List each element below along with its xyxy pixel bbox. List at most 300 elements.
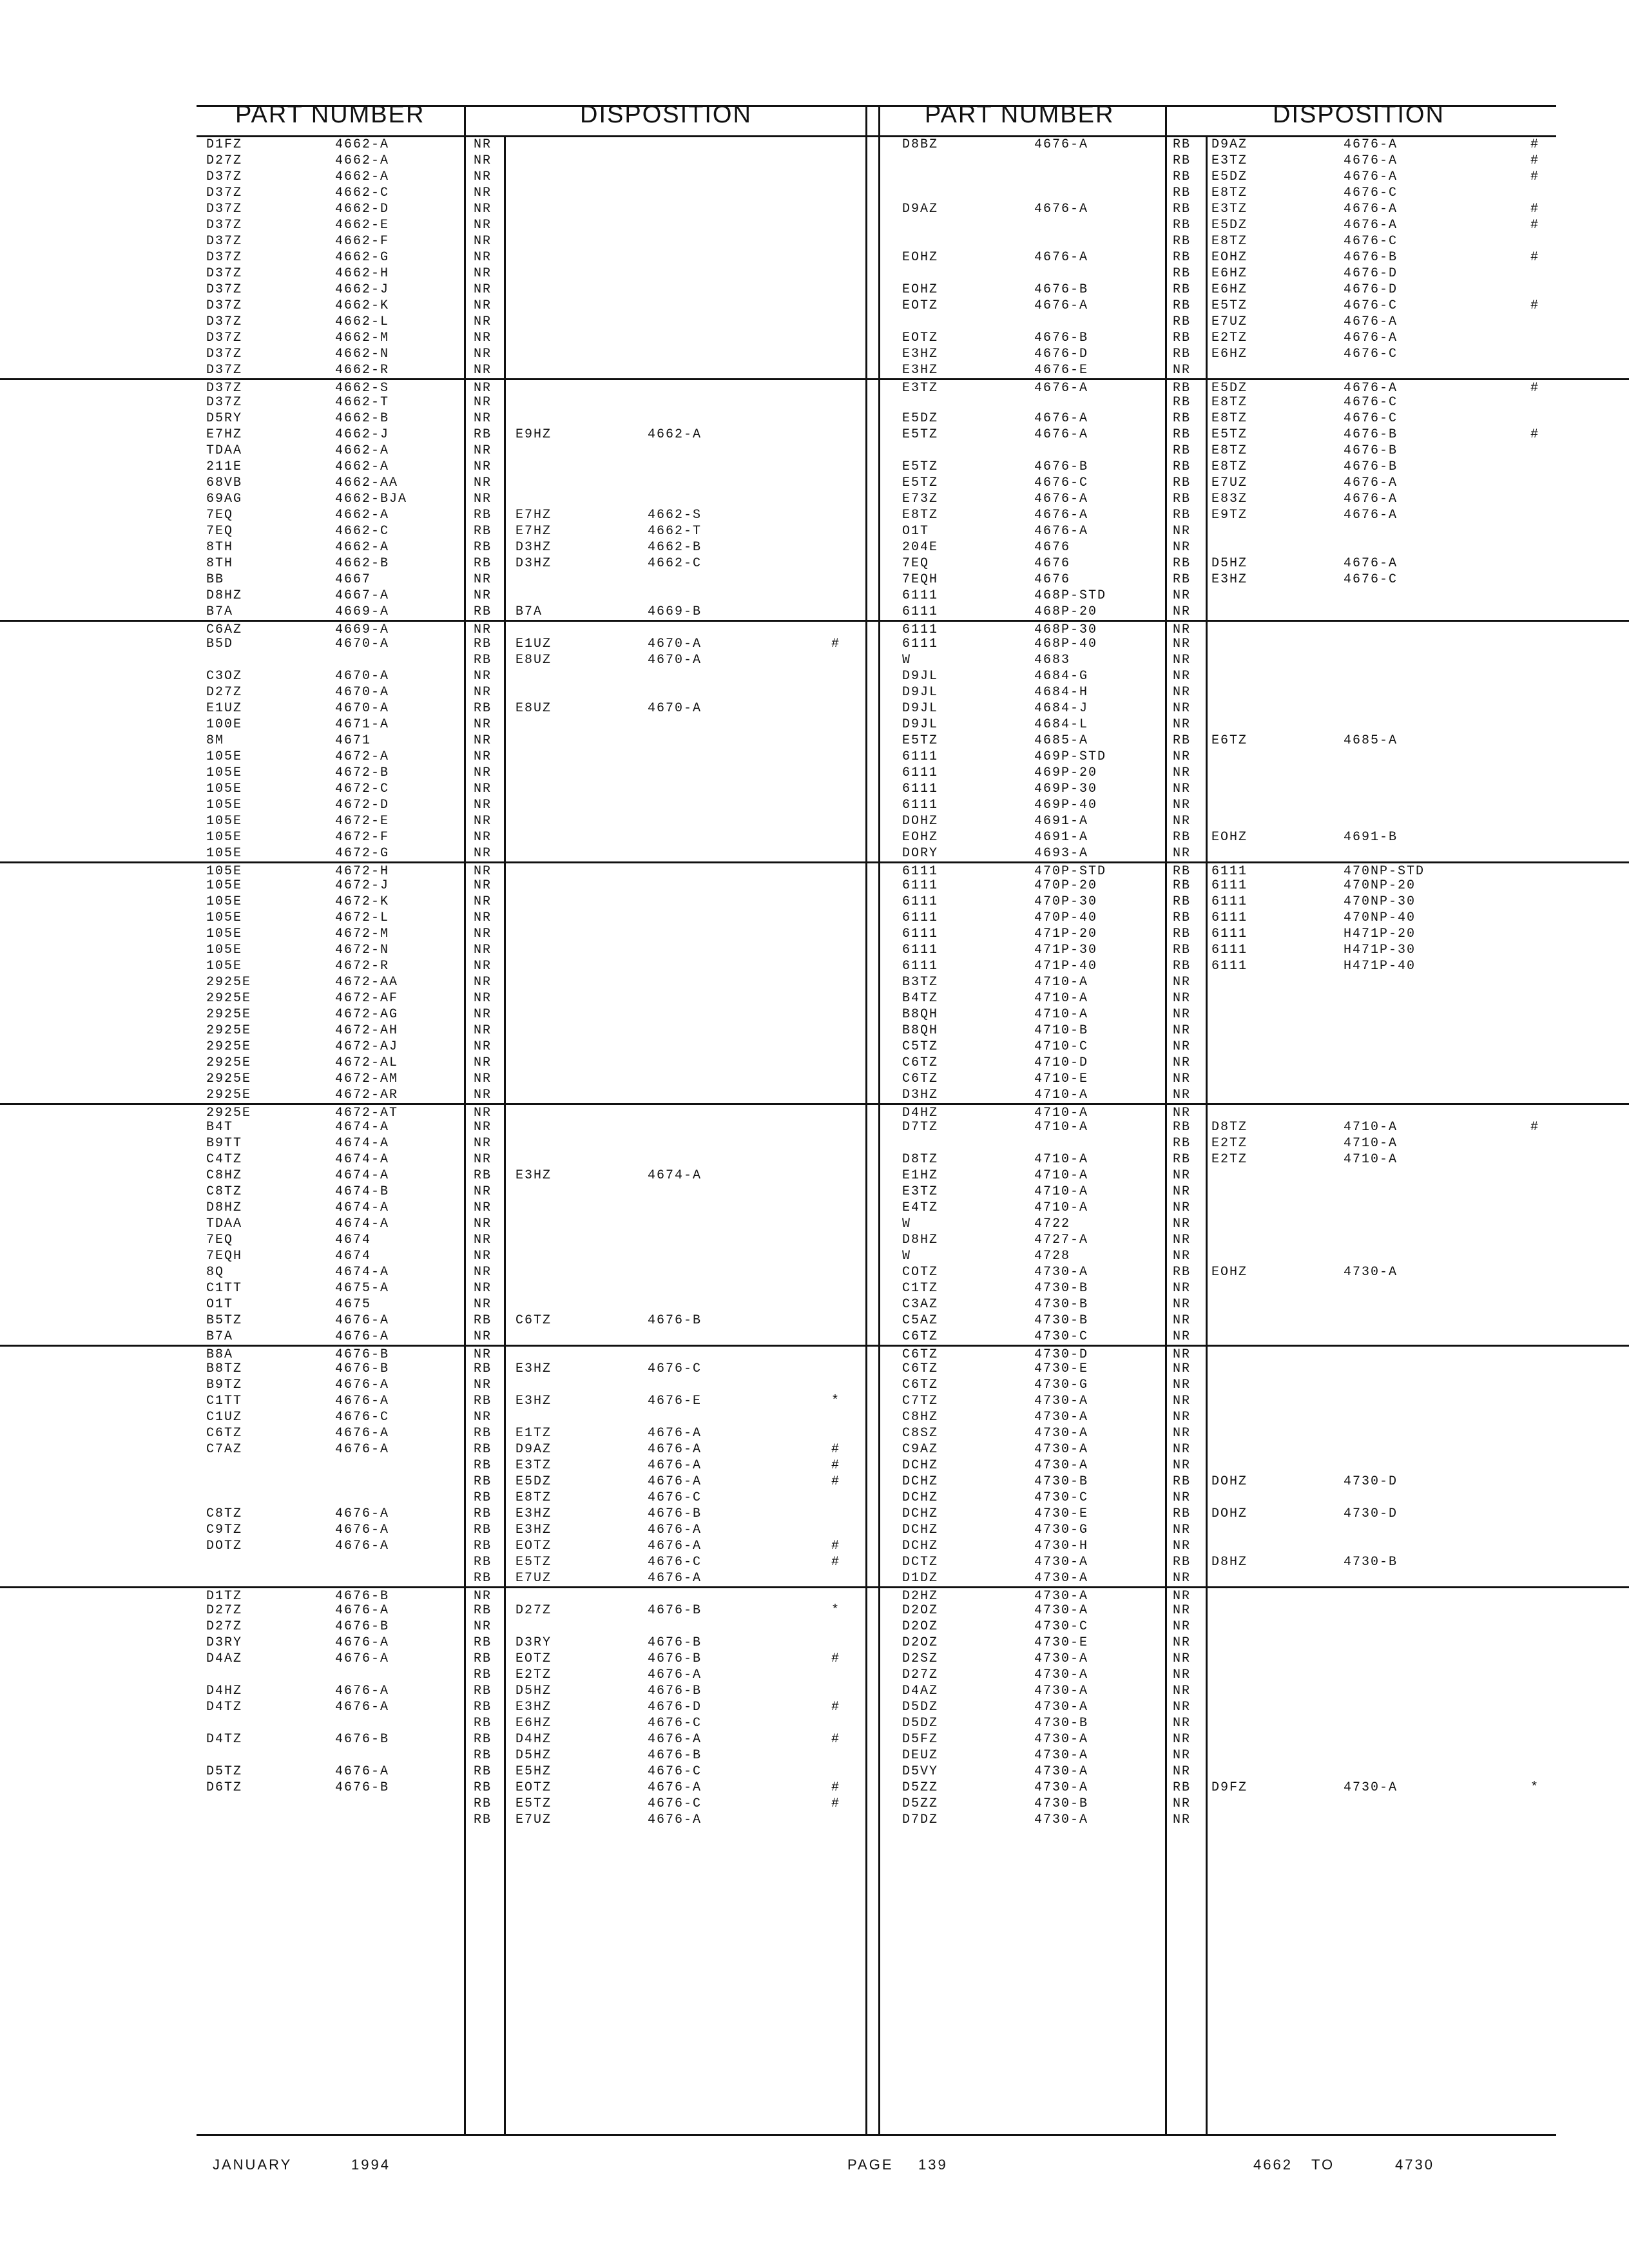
part-suffix: 4710-A xyxy=(1034,1152,1089,1167)
part-number: D9JL xyxy=(902,701,939,716)
part-suffix: 4674-A xyxy=(335,1152,390,1167)
replacement-prefix: D3HZ xyxy=(516,540,552,555)
part-suffix: 4730-D xyxy=(1034,1347,1089,1362)
disposition-code: NR xyxy=(474,1106,492,1120)
replacement-number: 4676-A xyxy=(1344,218,1398,233)
disposition-code: NR xyxy=(474,1120,492,1135)
table-row xyxy=(0,1184,1629,1200)
part-number: 2925E xyxy=(206,1088,252,1102)
disposition-code: NR xyxy=(474,910,492,925)
part-suffix: 4672-F xyxy=(335,830,390,845)
disposition-code: NR xyxy=(1173,717,1191,732)
part-number: 6111 xyxy=(902,927,939,941)
part-number: C7AZ xyxy=(206,1442,243,1457)
disposition-code: RB xyxy=(474,1361,492,1376)
footer-year: 1994 xyxy=(351,2157,390,2173)
disposition-code: NR xyxy=(474,1184,492,1199)
replacement-number: 4669-B xyxy=(648,604,702,619)
table-row xyxy=(0,1683,1629,1699)
replacement-prefix: D9AZ xyxy=(1211,137,1248,152)
part-number: D5DZ xyxy=(902,1700,939,1715)
table-row xyxy=(0,1329,1629,1345)
marker: # xyxy=(1530,153,1540,168)
replacement-prefix: 6111 xyxy=(1211,910,1248,925)
disposition-code: NR xyxy=(1173,1055,1191,1070)
table-row xyxy=(0,1490,1629,1506)
marker: # xyxy=(831,1732,841,1747)
disposition-code: NR xyxy=(1173,1233,1191,1247)
disposition-code: NR xyxy=(474,864,492,879)
part-number: EOHZ xyxy=(902,830,939,845)
part-number: 2925E xyxy=(206,991,252,1006)
disposition-code: RB xyxy=(1173,572,1191,587)
part-suffix: 4672-A xyxy=(335,749,390,764)
part-suffix: 4730-B xyxy=(1034,1796,1089,1811)
part-number: D2OZ xyxy=(902,1603,939,1618)
disposition-code: RB xyxy=(474,1458,492,1473)
replacement-prefix: E5HZ xyxy=(516,1764,552,1779)
part-number: E5TZ xyxy=(902,427,939,442)
part-number: D1FZ xyxy=(206,137,243,152)
replacement-number: 4730-B xyxy=(1344,1555,1398,1570)
table-row xyxy=(0,1232,1629,1248)
part-suffix: 4730-A xyxy=(1034,1667,1089,1682)
disposition-code: NR xyxy=(1173,1394,1191,1408)
part-suffix: 4676-A xyxy=(1034,381,1089,396)
table-row xyxy=(0,1812,1629,1828)
replacement-prefix: E3HZ xyxy=(516,1506,552,1521)
table-row xyxy=(0,427,1629,443)
table-row xyxy=(0,1602,1629,1619)
disposition-code: RB xyxy=(1173,508,1191,523)
disposition-code: RB xyxy=(474,1732,492,1747)
replacement-prefix: E8UZ xyxy=(516,701,552,716)
part-suffix: 4676-A xyxy=(1034,427,1089,442)
part-suffix: 4662-A xyxy=(335,153,390,168)
part-suffix: 469P-40 xyxy=(1034,798,1098,812)
table-row xyxy=(0,652,1629,668)
part-suffix: 470P-40 xyxy=(1034,910,1098,925)
part-suffix: 4674-A xyxy=(335,1136,390,1151)
part-suffix: 4730-A xyxy=(1034,1732,1089,1747)
part-suffix: 4730-B xyxy=(1034,1281,1089,1296)
part-suffix: 4662-R xyxy=(335,363,390,378)
part-number: C9TZ xyxy=(206,1523,243,1537)
part-suffix: 4676-A xyxy=(335,1378,390,1392)
disposition-code: RB xyxy=(474,540,492,555)
disposition-code: NR xyxy=(1173,846,1191,861)
replacement-number: 4676-A xyxy=(648,1539,702,1553)
disposition-code: NR xyxy=(1173,622,1191,637)
part-suffix: 4672-AA xyxy=(335,975,399,990)
disposition-code: NR xyxy=(474,991,492,1006)
footer-range-to: 4730 xyxy=(1395,2157,1434,2173)
part-suffix: 4676-A xyxy=(335,1603,390,1618)
part-number: C1TZ xyxy=(902,1281,939,1296)
part-number: D2OZ xyxy=(902,1635,939,1650)
part-number: D5TZ xyxy=(206,1764,243,1779)
part-number: 2925E xyxy=(206,1072,252,1086)
part-suffix: 4676-A xyxy=(1034,298,1089,313)
marker: # xyxy=(831,1796,841,1811)
part-number: E3HZ xyxy=(902,347,939,361)
replacement-number: 4676-A xyxy=(1344,202,1398,216)
disposition-code: NR xyxy=(1173,524,1191,539)
table-row xyxy=(0,878,1629,894)
part-number: E3TZ xyxy=(902,1184,939,1199)
table-row xyxy=(0,1747,1629,1763)
disposition-code: RB xyxy=(474,1474,492,1489)
table-row xyxy=(0,990,1629,1006)
part-number: C4TZ xyxy=(206,1152,243,1167)
disposition-code: NR xyxy=(474,622,492,637)
part-suffix: 4662-M xyxy=(335,331,390,345)
part-suffix: 4676 xyxy=(1034,540,1071,555)
part-number: 211E xyxy=(206,459,243,474)
table-row xyxy=(0,620,1629,636)
part-number: D2OZ xyxy=(902,1619,939,1634)
disposition-code: RB xyxy=(474,1635,492,1650)
disposition-code: NR xyxy=(1173,814,1191,829)
table-row xyxy=(0,314,1629,330)
part-number: E5TZ xyxy=(902,476,939,490)
table-row xyxy=(0,491,1629,507)
part-number: D8HZ xyxy=(902,1233,939,1247)
disposition-code: RB xyxy=(1173,459,1191,474)
part-number: C8HZ xyxy=(206,1168,243,1183)
disposition-code: NR xyxy=(474,186,492,200)
marker: # xyxy=(1530,1120,1540,1135)
replacement-number: 4730-A xyxy=(1344,1780,1398,1795)
replacement-number: 4676-D xyxy=(648,1700,702,1715)
disposition-code: RB xyxy=(1173,927,1191,941)
replacement-prefix: E6HZ xyxy=(1211,266,1248,281)
part-suffix: 4676-A xyxy=(1034,202,1089,216)
part-suffix: 4674-A xyxy=(335,1200,390,1215)
replacement-prefix: E7UZ xyxy=(516,1812,552,1827)
replacement-prefix: E6HZ xyxy=(1211,282,1248,297)
disposition-code: NR xyxy=(1173,991,1191,1006)
part-suffix: 468P-STD xyxy=(1034,588,1107,603)
replacement-prefix: B7A xyxy=(516,604,543,619)
part-suffix: 4676-A xyxy=(1034,411,1089,426)
table-row xyxy=(0,1425,1629,1441)
table-row xyxy=(0,1023,1629,1039)
disposition-code: NR xyxy=(474,1072,492,1086)
part-number: 6111 xyxy=(902,637,939,651)
part-number: 6111 xyxy=(902,894,939,909)
disposition-code: NR xyxy=(474,765,492,780)
table-row xyxy=(0,813,1629,829)
table-row xyxy=(0,459,1629,475)
part-suffix: 4674-A xyxy=(335,1265,390,1280)
disposition-code: NR xyxy=(1173,604,1191,619)
part-suffix: 4710-A xyxy=(1034,1007,1089,1022)
disposition-code: NR xyxy=(1173,588,1191,603)
replacement-number: 4676-C xyxy=(1344,347,1398,361)
table-row xyxy=(0,1667,1629,1683)
disposition-code: RB xyxy=(1173,347,1191,361)
disposition-code: NR xyxy=(474,202,492,216)
replacement-prefix: E7HZ xyxy=(516,524,552,539)
disposition-code: RB xyxy=(1173,298,1191,313)
part-suffix: 4672-M xyxy=(335,927,390,941)
replacement-number: 470NP-40 xyxy=(1344,910,1416,925)
part-suffix: 4710-A xyxy=(1034,1184,1089,1199)
replacement-prefix: E3TZ xyxy=(1211,153,1248,168)
replacement-number: 4676-B xyxy=(1344,427,1398,442)
replacement-prefix: EOHZ xyxy=(1211,1265,1248,1280)
replacement-prefix: E9TZ xyxy=(1211,508,1248,523)
part-suffix: 4676-A xyxy=(335,1506,390,1521)
part-suffix: 4674-A xyxy=(335,1168,390,1183)
part-number: C1TT xyxy=(206,1281,243,1296)
marker: # xyxy=(1530,202,1540,216)
replacement-number: 4662-B xyxy=(648,540,702,555)
part-suffix: 4730-G xyxy=(1034,1378,1089,1392)
part-suffix: 4672-AM xyxy=(335,1072,399,1086)
part-suffix: 4676-E xyxy=(1034,363,1089,378)
replacement-number: 4676-C xyxy=(1344,298,1398,313)
replacement-prefix: E5TZ xyxy=(516,1555,552,1570)
part-suffix: 4676-A xyxy=(335,1635,390,1650)
replacement-prefix: E2TZ xyxy=(1211,331,1248,345)
part-suffix: 4662-J xyxy=(335,282,390,297)
disposition-code: RB xyxy=(474,1780,492,1795)
replacement-prefix: E6HZ xyxy=(516,1716,552,1731)
replacement-prefix: E8TZ xyxy=(1211,186,1248,200)
part-number: D4HZ xyxy=(206,1684,243,1698)
part-number: D9JL xyxy=(902,669,939,684)
part-number: E5TZ xyxy=(902,733,939,748)
part-suffix: 4676-A xyxy=(335,1764,390,1779)
part-suffix: 4662-C xyxy=(335,524,390,539)
table-row xyxy=(0,733,1629,749)
disposition-code: RB xyxy=(474,1764,492,1779)
part-suffix: 4662-B xyxy=(335,411,390,426)
part-number: 2925E xyxy=(206,1023,252,1038)
part-number: D27Z xyxy=(206,153,243,168)
marker: # xyxy=(831,1700,841,1715)
replacement-prefix: E8TZ xyxy=(1211,234,1248,249)
disposition-code: NR xyxy=(474,250,492,265)
part-number: DORY xyxy=(902,846,939,861)
disposition-code: NR xyxy=(1173,1039,1191,1054)
part-number: E5DZ xyxy=(902,411,939,426)
marker: # xyxy=(831,1458,841,1473)
table-row xyxy=(0,249,1629,265)
replacement-prefix: E5DZ xyxy=(516,1474,552,1489)
table-row xyxy=(0,1039,1629,1055)
part-suffix: 4730-A xyxy=(1034,1394,1089,1408)
part-suffix: 4676-B xyxy=(335,1361,390,1376)
disposition-code: RB xyxy=(474,508,492,523)
part-suffix: 468P-30 xyxy=(1034,622,1098,637)
part-number: 8TH xyxy=(206,556,234,571)
disposition-code: NR xyxy=(1173,1297,1191,1312)
part-suffix: 468P-20 xyxy=(1034,604,1098,619)
part-suffix: 4676-A xyxy=(335,1539,390,1553)
disposition-code: RB xyxy=(1173,1506,1191,1521)
disposition-code: RB xyxy=(1173,234,1191,249)
table-row xyxy=(0,137,1629,153)
part-number: D1TZ xyxy=(206,1589,243,1604)
replacement-prefix: D5HZ xyxy=(516,1748,552,1763)
disposition-code: NR xyxy=(474,975,492,990)
part-number: 6111 xyxy=(902,604,939,619)
replacement-number: 4676-D xyxy=(1344,266,1398,281)
part-suffix: 470P-STD xyxy=(1034,864,1107,879)
replacement-prefix: D3RY xyxy=(516,1635,552,1650)
table-row xyxy=(0,1280,1629,1296)
disposition-code: RB xyxy=(1173,411,1191,426)
part-number: 2925E xyxy=(206,975,252,990)
disposition-code: NR xyxy=(1173,1023,1191,1038)
disposition-code: NR xyxy=(1173,1523,1191,1537)
part-suffix: 4730-A xyxy=(1034,1812,1089,1827)
disposition-code: RB xyxy=(1173,381,1191,396)
part-number: B8TZ xyxy=(206,1361,243,1376)
disposition-code: NR xyxy=(474,1200,492,1215)
replacement-prefix: E8TZ xyxy=(1211,443,1248,458)
disposition-code: NR xyxy=(1173,1635,1191,1650)
part-number: D37Z xyxy=(206,234,243,249)
replacement-prefix: E6TZ xyxy=(1211,733,1248,748)
disposition-code: NR xyxy=(1173,1700,1191,1715)
table-row xyxy=(0,443,1629,459)
marker: # xyxy=(1530,137,1540,152)
replacement-number: 4676-A xyxy=(648,1458,702,1473)
part-suffix: 4672-L xyxy=(335,910,390,925)
replacement-number: H471P-40 xyxy=(1344,959,1416,974)
disposition-code: RB xyxy=(1173,427,1191,442)
replacement-number: 4676-A xyxy=(1344,476,1398,490)
table-row xyxy=(0,1763,1629,1780)
replacement-prefix: E83Z xyxy=(1211,492,1248,506)
disposition-code: NR xyxy=(474,894,492,909)
part-suffix: 4672-H xyxy=(335,864,390,879)
part-suffix: 4676-A xyxy=(335,1700,390,1715)
replacement-prefix: EOTZ xyxy=(516,1539,552,1553)
table-row xyxy=(0,1361,1629,1377)
disposition-code: RB xyxy=(1173,250,1191,265)
replacement-prefix: E7UZ xyxy=(516,1571,552,1586)
replacement-number: 4676-A xyxy=(1344,492,1398,506)
part-number: 2925E xyxy=(206,1007,252,1022)
disposition-code: RB xyxy=(1173,1136,1191,1151)
disposition-code: NR xyxy=(1173,1361,1191,1376)
part-suffix: 4670-A xyxy=(335,685,390,700)
part-suffix: 4676-A xyxy=(1034,524,1089,539)
part-suffix: 4730-A xyxy=(1034,1458,1089,1473)
part-suffix: 4672-E xyxy=(335,814,390,829)
part-number: DOTZ xyxy=(206,1539,243,1553)
replacement-number: 4676-A xyxy=(1344,137,1398,152)
part-suffix: 4674 xyxy=(335,1249,372,1264)
disposition-code: NR xyxy=(474,492,492,506)
part-suffix: 4710-A xyxy=(1034,1106,1089,1120)
disposition-code: NR xyxy=(474,1347,492,1362)
disposition-code: NR xyxy=(474,943,492,957)
replacement-number: H471P-20 xyxy=(1344,927,1416,941)
disposition-code: NR xyxy=(474,878,492,893)
footer-page-label: PAGE xyxy=(847,2157,894,2173)
disposition-code: NR xyxy=(1173,1796,1191,1811)
disposition-code: NR xyxy=(1173,1571,1191,1586)
part-number: E5TZ xyxy=(902,459,939,474)
replacement-prefix: E9HZ xyxy=(516,427,552,442)
part-suffix: 4728 xyxy=(1034,1249,1071,1264)
part-number: D5ZZ xyxy=(902,1780,939,1795)
part-number: 105E xyxy=(206,782,243,796)
part-number: C8HZ xyxy=(902,1410,939,1425)
replacement-number: 4676-C xyxy=(1344,234,1398,249)
replacement-prefix: E5DZ xyxy=(1211,218,1248,233)
part-number: D4HZ xyxy=(902,1106,939,1120)
table-row xyxy=(0,201,1629,217)
part-number: B9TT xyxy=(206,1136,243,1151)
part-suffix: 4672-AT xyxy=(335,1106,399,1120)
table-row xyxy=(0,636,1629,652)
table-row xyxy=(0,523,1629,539)
part-number: 100E xyxy=(206,717,243,732)
part-number: C6TZ xyxy=(902,1072,939,1086)
disposition-code: NR xyxy=(474,959,492,974)
part-number: 105E xyxy=(206,864,243,879)
replacement-number: 4676-C xyxy=(648,1361,702,1376)
replacement-number: 4670-A xyxy=(648,637,702,651)
part-number: E8TZ xyxy=(902,508,939,523)
right-disposition-header: DISPOSITION xyxy=(1273,101,1445,128)
part-suffix: 4730-E xyxy=(1034,1361,1089,1376)
disposition-code: RB xyxy=(474,1571,492,1586)
table-row xyxy=(0,942,1629,958)
replacement-prefix: E3HZ xyxy=(516,1523,552,1537)
part-suffix: 4730-A xyxy=(1034,1555,1089,1570)
part-number: 2925E xyxy=(206,1106,252,1120)
table-row xyxy=(0,1619,1629,1635)
left-disposition-header: DISPOSITION xyxy=(580,101,752,128)
part-suffix: 4672-R xyxy=(335,959,390,974)
disposition-code: NR xyxy=(1173,1748,1191,1763)
table-row xyxy=(0,1441,1629,1457)
part-suffix: 4710-A xyxy=(1034,1120,1089,1135)
disposition-code: NR xyxy=(474,298,492,313)
part-suffix: 4667 xyxy=(335,572,372,587)
table-row xyxy=(0,781,1629,797)
disposition-code: RB xyxy=(1173,476,1191,490)
part-suffix: 4662-E xyxy=(335,218,390,233)
replacement-number: 470NP-30 xyxy=(1344,894,1416,909)
table-row xyxy=(0,1312,1629,1329)
part-number: D4TZ xyxy=(206,1732,243,1747)
marker: # xyxy=(831,1651,841,1666)
part-suffix: 471P-20 xyxy=(1034,927,1098,941)
disposition-code: RB xyxy=(1173,878,1191,893)
disposition-code: NR xyxy=(1173,1249,1191,1264)
part-suffix: 4710-E xyxy=(1034,1072,1089,1086)
replacement-number: 4670-A xyxy=(648,701,702,716)
part-suffix: 4675 xyxy=(335,1297,372,1312)
replacement-number: 4676-C xyxy=(1344,411,1398,426)
replacement-number: 4676-C xyxy=(648,1716,702,1731)
disposition-code: NR xyxy=(1173,1764,1191,1779)
part-number: D5RY xyxy=(206,411,243,426)
disposition-code: NR xyxy=(474,411,492,426)
marker: * xyxy=(831,1394,841,1408)
part-number: 105E xyxy=(206,910,243,925)
table-row xyxy=(0,555,1629,572)
